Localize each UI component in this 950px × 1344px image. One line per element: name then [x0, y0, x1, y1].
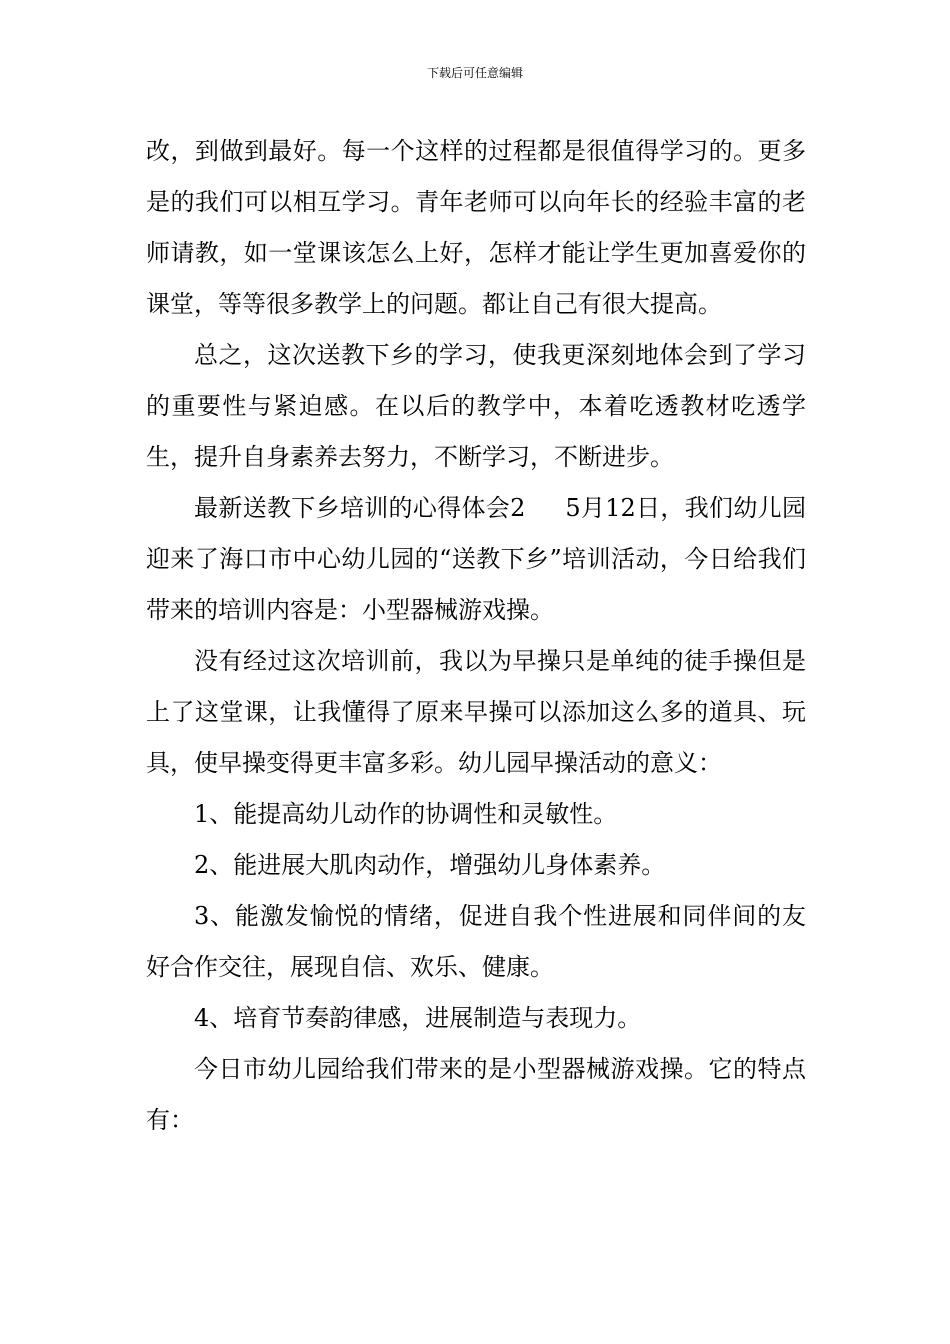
paragraph-3	[146, 483, 806, 636]
list-item-1: 1、能提高幼儿动作的协调性和灵敏性。	[194, 800, 618, 828]
list-item-4: 4、培育节奏韵律感，进展制造与表现力。	[194, 1004, 642, 1032]
paragraph-3-text: 5月12日，我们幼儿园迎来了海口市中心幼儿园的“送教下乡”培训活动，今日给我们带来的培训内容是：小型器械游戏操。	[146, 494, 806, 624]
list-item-3: 3、能激发愉悦的情绪，促进自我个性进展和同伴间的友好合作交往，展现自信、欢乐、健康。	[146, 902, 806, 981]
paragraph-5: 今日市幼儿园给我们带来的是小型器械游戏操。它的特点有：	[146, 1055, 806, 1134]
paragraph-2: 总之，这次送教下乡的学习，使我更深刻地体会到了学习的重要性与紧迫感。在以后的教学中，本着吃透教材吃透学生，提升自身素养去努力，不断学习，不断进步。	[146, 341, 806, 471]
paragraph-1: 改，到做到最好。每一个这样的过程都是很值得学习的。更多是的我们可以相互学习。青年老师可以向年长的经验丰富的老师请教，如一堂课该怎么上好，怎样才能让学生更加喜爱你的课堂，等等很多教学上的问题。都让自己有很大提高。	[146, 137, 806, 318]
list-item-2: 2、能进展大肌肉动作，增强幼儿身体素养。	[194, 851, 666, 879]
page-header: 下载后可任意编辑	[426, 66, 523, 80]
paragraph-4: 没有经过这次培训前，我以为早操只是单纯的徒手操但是上了这堂课，让我懂得了原来早操可以添加这么多的道具、玩具，使早操变得更丰富多彩。幼儿园早操活动的意义：	[146, 647, 806, 777]
document-body	[146, 126, 806, 1146]
section-title: 最新送教下乡培训的心得体会2	[194, 494, 526, 522]
